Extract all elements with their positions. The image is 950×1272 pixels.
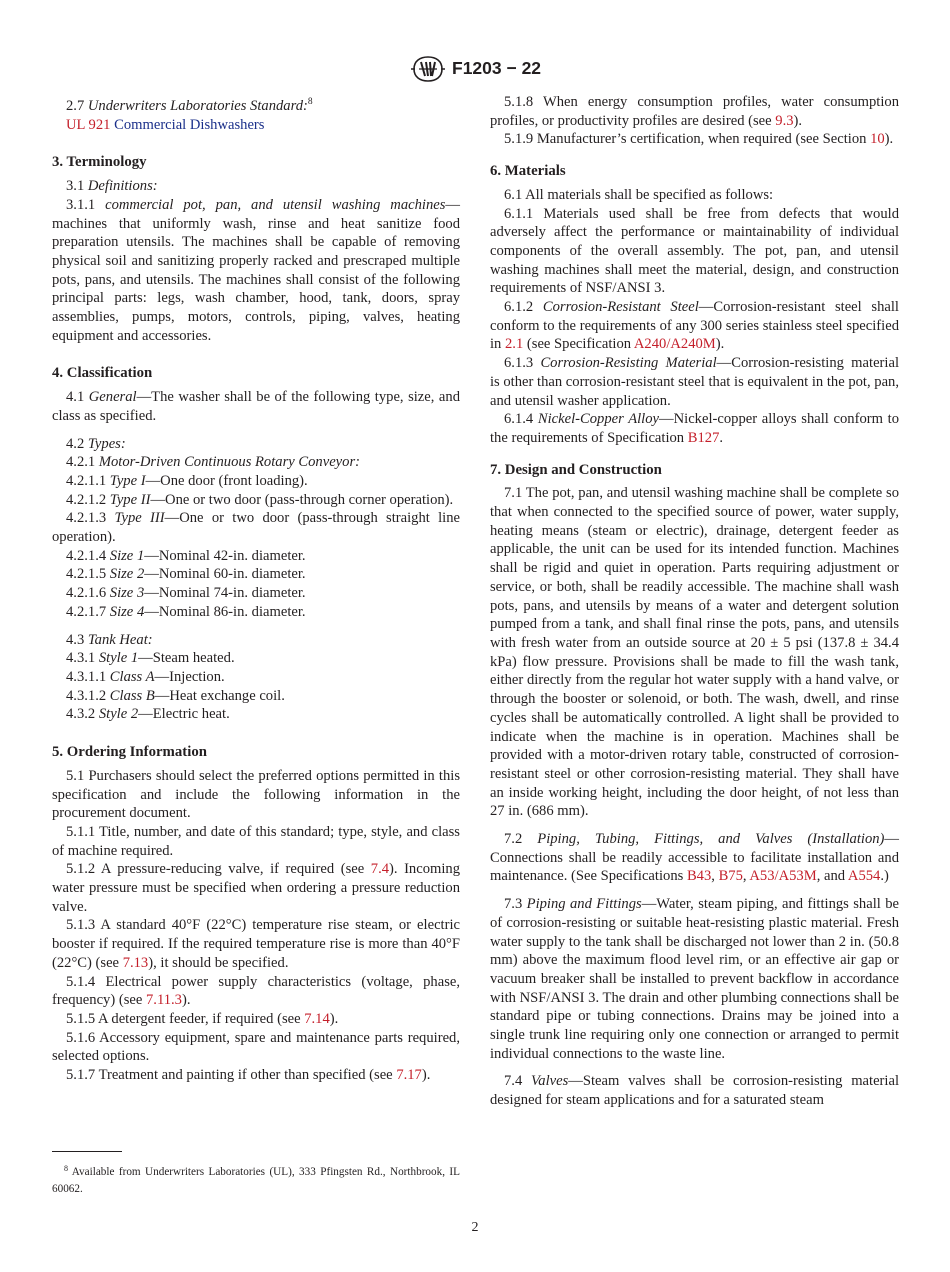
ref-2-1-link[interactable]: 2.1 bbox=[505, 336, 524, 353]
left-column bbox=[52, 93, 460, 1085]
section-5-1: 5.1 Purchasers should select the preferred options permitted in this specification and include the following information in the procurement document. bbox=[52, 767, 460, 822]
heading-classification: 4. Classification bbox=[52, 365, 153, 382]
ref-b127-link[interactable]: B127 bbox=[687, 429, 720, 446]
heading-design-construction: 7. Design and Construction bbox=[490, 461, 662, 478]
section-6-1-2: 6.1.2 Corrosion-Resistant Steel—Corrosion-resistant steel shall conform to the requirements of any 300 series stainless steel specified in 2.1 (see Specification A240/A240M). bbox=[490, 299, 899, 353]
ref-b43-link[interactable]: B43 bbox=[686, 868, 712, 885]
section-5-1-7: 5.1.7 Treatment and painting if other than specified (see 7.17). bbox=[66, 1067, 431, 1084]
heading-materials: 6. Materials bbox=[490, 163, 566, 180]
section-5-1-6: 5.1.6 Accessory equipment, spare and maintenance parts required, selected options. bbox=[52, 1029, 460, 1065]
ref-a53-link[interactable]: A53/A53M bbox=[749, 868, 817, 885]
ref-a554-link[interactable]: A554 bbox=[847, 868, 881, 885]
section-4-2-1-1: 4.2.1.1 Type I—One door (front loading). bbox=[66, 472, 308, 489]
section-4-1: 4.1 General—The washer shall be of the following type, size, and class as specified. bbox=[52, 389, 460, 424]
section-4-2-1-2: 4.2.1.2 Type II—One or two door (pass-through corner operation). bbox=[66, 491, 454, 508]
ref-7-13-link[interactable]: 7.13 bbox=[122, 954, 149, 971]
section-6-1-1: 6.1.1 Materials used shall be free from defects that would adversely affect the performance or maintainability of individual components of the overall assembly. The pot, pan, and utensil washing machines shall meet the material, design, and construction requirements of NSF/ANSI 3. bbox=[490, 205, 899, 297]
section-3-1-1: 3.1.1 commercial pot, pan, and utensil washing machines—machines that uniformly wash, rinse and heat sanitize food preparation utensils. The machines shall be capable of removing physical soil and sanitizing properly racked and prescraped multiple pots, pans, and utensils. The machines shall consist of the following principal parts: legs, wash chamber, hood, tank, doors, spray assemblies, pumps, motors, controls, piping, valves, heating equipment and accessories. bbox=[52, 196, 460, 344]
section-4-3-2: 4.3.2 Style 2—Electric heat. bbox=[66, 706, 230, 723]
section-5-1-2: 5.1.2 A pressure-reducing valve, if required (see 7.4). Incoming water pressure must be specified when ordering a pressure reduction valve. bbox=[52, 861, 460, 915]
document-id: F1203 − 22 bbox=[452, 58, 542, 78]
footnote-divider bbox=[52, 1151, 122, 1152]
section-7-4: 7.4 Valves—Steam valves shall be corrosion-resisting material designed for steam applications and for a saturated steam bbox=[490, 1073, 900, 1109]
section-4-2: 4.2 Types: bbox=[66, 435, 126, 452]
section-2-7: 2.7 Underwriters Laboratories Standard:$^8$ bbox=[66, 97, 313, 114]
ref-section-10-link[interactable]: 10 bbox=[870, 131, 885, 148]
section-6-1-4: 6.1.4 Nickel-Copper Alloy—Nickel-copper alloys shall conform to the requirements of Specification B127. bbox=[490, 411, 899, 446]
section-5-1-4: 5.1.4 Electrical power supply characteristics (voltage, phase, frequency) (see 7.11.3). bbox=[52, 973, 460, 1009]
section-5-1-1: 5.1.1 Title, number, and date of this standard; type, style, and class of machine required. bbox=[52, 823, 460, 859]
page-header bbox=[0, 56, 950, 82]
section-4-3: 4.3 Tank Heat: bbox=[66, 631, 153, 648]
section-4-3-1-1: 4.3.1.1 Class A—Injection. bbox=[66, 668, 225, 685]
section-5-1-9: 5.1.9 Manufacturer’s certification, when required (see Section 10). bbox=[504, 131, 894, 148]
page-number: 2 bbox=[471, 1220, 479, 1235]
section-3-1: 3.1 Definitions: bbox=[66, 178, 158, 195]
ul921-link[interactable]: UL 921 bbox=[66, 116, 111, 133]
footnote-ref[interactable]: 8 bbox=[307, 97, 313, 107]
ref-7-14-link[interactable]: 7.14 bbox=[304, 1010, 330, 1027]
ref-9-3-link[interactable]: 9.3 bbox=[775, 112, 794, 129]
section-4-2-1-5: 4.2.1.5 Size 2—Nominal 60-in. diameter. bbox=[66, 566, 306, 583]
section-4-2-1-3: 4.2.1.3 Type III—One or two door (pass-through straight line operation). bbox=[52, 510, 461, 546]
section-4-2-1-6: 4.2.1.6 Size 3—Nominal 74-in. diameter. bbox=[66, 585, 306, 602]
section-4-3-1-2: 4.3.1.2 Class B—Heat exchange coil. bbox=[66, 687, 285, 704]
section-4-3-1: 4.3.1 Style 1—Steam heated. bbox=[66, 650, 235, 667]
footnote-8: $^8$ Available from Underwriters Laboratories (UL), 333 Pfingsten Rd., Northbrook, IL 60062. bbox=[52, 1164, 460, 1195]
section-6-1: 6.1 All materials shall be specified as follows: bbox=[504, 186, 774, 203]
section-7-1: 7.1 The pot, pan, and utensil washing machine shall be complete so that when connected to the specified source of power, water supply, heating means (steam or electric), drainage, detergent feeder as applicable, the unit can be used for its intended function. Machines shall be rigid and quiet in operation. Parts requiring adjustment or service, or both, shall be readily accessible. The machine shall wash pots, pans, and utensils by means of a water and detergent solution pumped from a tank, and shall final rinse the pots, pans, and utensils with fresh water from an outside source at 20 ± 5 psi (137.8 ± 34.4 kPa) flow pressure. Provisions shall be made to fill the wash tank, either directly from the regular hot water supply with a hand valve, or through the booster or solenoid, or both. The wash, dwell, and rinse cycles shall be automatically controlled. A light shall be provided to indicate when the machine is in operation. Machines shall be provided with a motor-driven rotary table, constructed of corrosion-resistant steel or other corrosion-resisting material. They shall have an inside working height, including the door height, of not less than 27 in. (686 mm). bbox=[490, 485, 899, 820]
section-4-2-1-4: 4.2.1.4 Size 1—Nominal 42-in. diameter. bbox=[66, 547, 306, 564]
section-5-1-3: 5.1.3 A standard 40°F (22°C) temperature rise steam, or electric booster if required. If the required temperature rise is more than 40°F (22°C) (see 7.13), it should be specified. bbox=[52, 917, 460, 971]
ul921-title-link[interactable]: Commercial Dishwashers bbox=[110, 116, 265, 133]
ref-b75-link[interactable]: B75 bbox=[718, 868, 743, 885]
section-7-2: 7.2 Piping, Tubing, Fittings, and Valves (Installation)—Connections shall be readily accessible to facilitate installation and maintenance. (See Specifications B43, B75, A53/A53M, and A554.) bbox=[490, 831, 900, 885]
ref-7-4-link[interactable]: 7.4 bbox=[370, 861, 390, 878]
astm-logo-icon bbox=[410, 56, 446, 82]
section-6-1-3: 6.1.3 Corrosion-Resisting Material—Corrosion-resisting material is other than corrosion-resistant steel that is equivalent in the pot, pan, and utensil washer application. bbox=[490, 355, 899, 409]
ref-7-17-link[interactable]: 7.17 bbox=[396, 1067, 422, 1084]
section-4-2-1: 4.2.1 Motor-Driven Continuous Rotary Conveyor: bbox=[66, 454, 360, 471]
section-5-1-5: 5.1.5 A detergent feeder, if required (see 7.14). bbox=[66, 1010, 339, 1027]
section-4-2-1-7: 4.2.1.7 Size 4—Nominal 86-in. diameter. bbox=[66, 603, 306, 620]
ref-a240-link[interactable]: A240/A240M bbox=[633, 336, 716, 353]
ref-7-11-3-link[interactable]: 7.11.3 bbox=[146, 992, 182, 1009]
ul921-reference bbox=[52, 116, 460, 135]
section-7-3: 7.3 Piping and Fittings—Water, steam piping, and fittings shall be of corrosion-resisting or suitable heat-resisting plastic material. Fresh water supply to the tank shall be discharged not lower than 2 in. (50.8 mm) above the maximum flood level rim, or an effective air gap or vacuum breaker shall be installed to prevent backflow in accordance with NSF/ANSI 3. The drain and other plumbing connections shall be standard pipe or tubing connections. Drains may be joined into a single trunk line requiring only one connection or arranged to permit individual connections to the waste line. bbox=[490, 896, 899, 1062]
heading-terminology: 3. Terminology bbox=[52, 154, 147, 171]
heading-ordering-information: 5. Ordering Information bbox=[52, 744, 207, 761]
section-5-1-8: 5.1.8 When energy consumption profiles, water consumption profiles, or productivity profiles are desired (see 9.3). bbox=[490, 94, 899, 129]
right-column bbox=[490, 93, 899, 1110]
